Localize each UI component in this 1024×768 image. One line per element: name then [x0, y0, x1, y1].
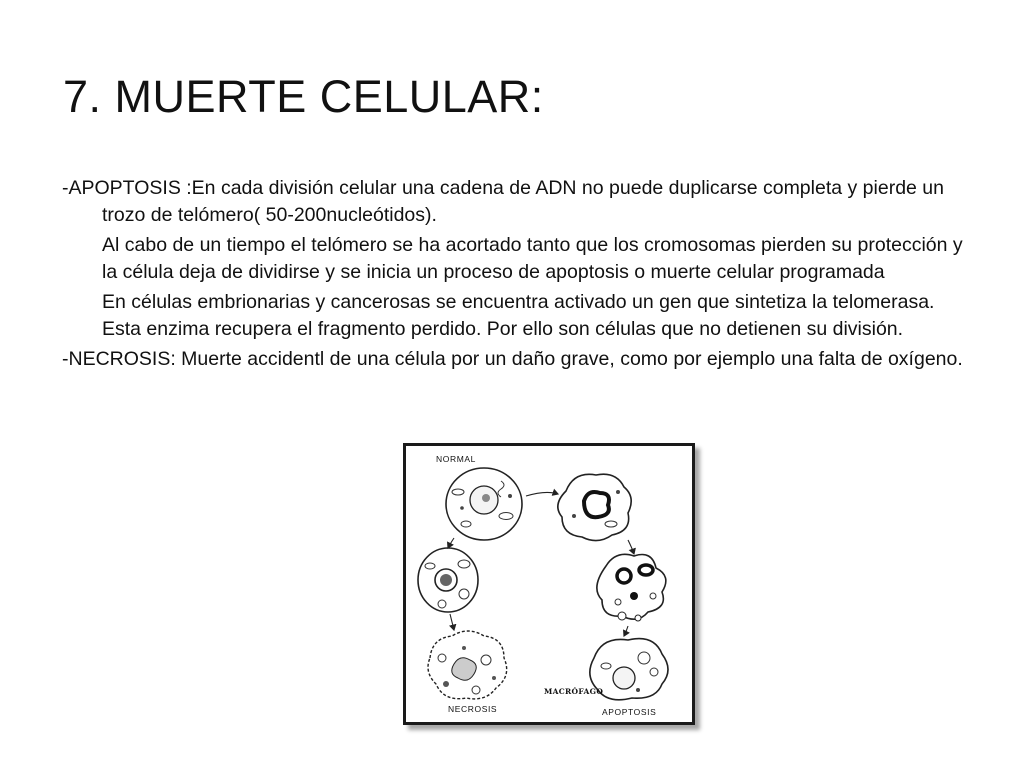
slide-body — [62, 175, 967, 373]
paragraph-apoptosis-intro: -APOPTOSIS :En cada división celular una cadena de ADN no puede duplicarse completa y pierde un trozo de telómero( 50-200nucleótidos). — [62, 177, 944, 226]
label-macrophage: MACRÓFAGO — [544, 687, 604, 696]
paragraph-apoptosis-telomere: Al cabo de un tiempo el telómero se ha acortado tanto que los cromosomas pierden su protección y la célula deja de dividirse y se inicia un proceso de apoptosis o muerte celular programada — [102, 234, 963, 283]
apoptosis-stage-2-cell — [597, 554, 666, 621]
paragraph-necrosis: -NECROSIS: Muerte accidentl de una célula por un daño grave, como por ejemplo una falta de oxígeno. — [62, 348, 963, 370]
slide-title: 7. MUERTE CELULAR: — [63, 71, 544, 122]
label-apoptosis: APOPTOSIS — [602, 707, 657, 717]
label-necrosis: NECROSIS — [448, 704, 498, 714]
necrosis-stage-1-cell — [418, 548, 478, 612]
normal-cell — [446, 468, 522, 540]
label-normal: NORMAL — [436, 454, 476, 464]
paragraph-apoptosis-embryonic: En células embrionarias y cancerosas se encuentra activado un gen que sintetiza la telomerasa. Esta enzima recupera el fragmento perdido. Por ello son células que no detienen su división. — [102, 291, 935, 340]
cell-death-diagram — [403, 443, 695, 725]
cell-death-illustration — [406, 446, 692, 722]
necrosis-stage-2-cell — [428, 631, 507, 699]
apoptosis-stage-1-cell — [558, 474, 631, 540]
